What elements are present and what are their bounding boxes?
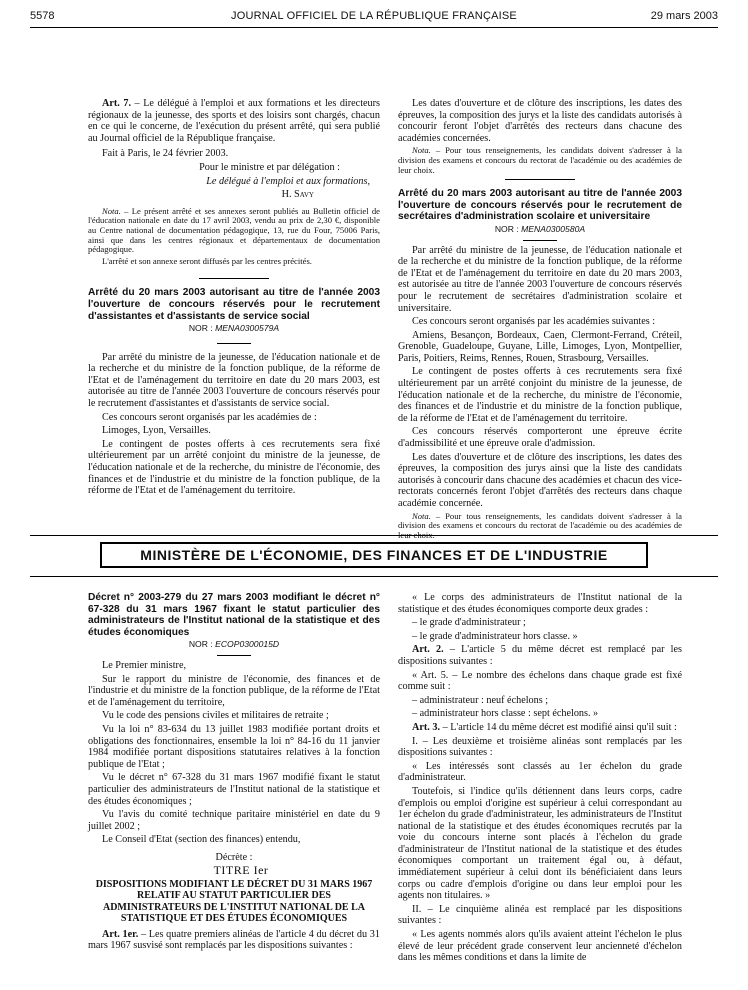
journal-title: JOURNAL OFFICIEL DE LA RÉPUBLIQUE FRANÇAISE xyxy=(231,10,517,22)
signature-line-2: Le délégué à l'emploi et aux formations, xyxy=(206,175,370,187)
decret-title: Décret n° 2003-279 du 27 mars 2003 modifiant le décret n° 67-328 du 31 mars 1967 fixant le statut particulier des administrateurs de l'Institut national de la statistique et des études économiques xyxy=(88,592,380,638)
separator xyxy=(217,655,251,656)
decret-p1: Le Premier ministre, xyxy=(102,659,187,671)
decret-p2: Sur le rapport du ministre de l'économie, des finances et de l'industrie et du ministre de la fonction publique, de la réforme de l'Etat et de l'aménagement du territoire, xyxy=(88,673,380,708)
decret-nor: NOR : ECOP0300015D xyxy=(188,639,280,650)
arrete-1-title: Arrêté du 20 mars 2003 autorisant au titre de l'année 2003 l'ouverture de concours réservés pour le recrutement d'assistantes et d'assistants de service social xyxy=(88,287,380,322)
header-rule xyxy=(30,27,718,28)
separator xyxy=(523,240,557,241)
decret-p4: Vu la loi n° 83-634 du 13 juillet 1983 modifiée portant droits et obligations des fonctionnaires, ensemble la loi n° 84-16 du 11 janvier 1984 modifiée portant dispositions statutaires relatives à la fonction publique de l'Etat ; xyxy=(88,723,380,770)
arrete-1-p2: Ces concours seront organisés par les académies de : xyxy=(102,411,317,423)
arrete-2-p6: Les dates d'ouverture et de clôture des inscriptions, les dates des épreuves, la composition des jurys ainsi que la liste des candidats autorisés à concourir dans chacune des académies et chacun des vice-rectorats concernés feront l'objet d'arrêtés des recteurs dans chaque académie concernée. xyxy=(398,451,682,509)
right-top-p1: Les dates d'ouverture et de clôture des inscriptions, les dates des épreuves, la composition des jurys et la liste des candidats autorisés à concourir feront l'objet d'arrêtés des recteurs dans chacune des académies concernées. xyxy=(398,98,682,144)
nota-3: Nota. – Pour tous renseignements, les candidats doivent s'adresser à la division des examens et concours du rectorat de l'académie ou des académies de leur choix. xyxy=(398,510,682,540)
decrete: Décrète : xyxy=(215,851,253,863)
left-column-top xyxy=(88,98,380,499)
nota-1-extra: L'arrêté et son annexe seront diffusés par les centres précités. xyxy=(102,255,312,266)
right-column-top xyxy=(398,98,682,542)
titre-subheading: DISPOSITIONS MODIFIANT LE DÉCRET DU 31 MARS 1967 RELATIF AU STATUT PARTICULIER DES ADMINISTRATEURS DE L'INSTITUT NATIONAL DE LA STATISTIQUE ET DES ÉTUDES ÉCONOMIQUES xyxy=(95,879,373,925)
arrete-2-p3: Amiens, Besançon, Bordeaux, Caen, Clermont-Ferrand, Créteil, Grenoble, Guadeloupe, Guyane, Lille, Limoges, Lyon, Montpellier, Paris, Poitiers, Reims, Rennes, Rouen, Strasbourg, Versailles. xyxy=(398,329,682,364)
signature-line-1: Pour le ministre et par délégation : xyxy=(199,161,340,173)
decret-p5: Vu le décret n° 67-328 du 31 mars 1967 modifié fixant le statut particulier des administrateurs de l'Institut national de la statistique et des études économiques ; xyxy=(88,772,380,807)
separator xyxy=(199,278,269,279)
article-3: Art. 3. – L'article 14 du même décret est modifié ainsi qu'il suit : xyxy=(412,721,677,733)
page-header xyxy=(30,10,718,28)
item-i: I. – Les deuxième et troisième alinéas sont remplacés par les dispositions suivantes : xyxy=(398,735,682,759)
decret-p7: Le Conseil d'Etat (section des finances) entendu, xyxy=(102,834,301,846)
quote-3: – le grade d'administrateur hors classe. » xyxy=(412,630,578,642)
quote-8: Toutefois, si l'indice qu'ils détiennent dans leurs corps, cadre d'emplois ou emploi d'origine est supérieur à celui correspondant au 1er échelon du grade d'administrateur, les administrateurs de l'Institut national de la statistique et des études économiques recrutés par la voie du concours interne sont placés à l'échelon du grade d'administrateur de l'Institut national de la statistique et des études économiques comportant un traitement égal ou, à défaut, immédiatement supérieur à celui dont ils bénéficiaient dans leurs corps ou cadre d'emplois d'origine ou dans leur emploi pour les agents non titulaires. » xyxy=(398,785,682,902)
quote-6: – administrateur hors classe : sept échelons. » xyxy=(412,708,599,720)
fait-a-paris: Fait à Paris, le 24 février 2003. xyxy=(102,148,229,160)
ministry-banner: MINISTÈRE DE L'ÉCONOMIE, DES FINANCES ET DE L'INDUSTRIE xyxy=(100,542,648,568)
arrete-2-nor: NOR : MENA0300580A xyxy=(494,223,586,234)
signature-name: H. Savy xyxy=(281,189,314,201)
article-7: Art. 7. – Le délégué à l'emploi et aux formations et les directeurs régionaux de la jeunesse, des sports et des loisirs sont chargés, chacun en ce qui le concerne, de l'exécution du présent arrêté, qui sera publié au Journal officiel de la République française. xyxy=(88,98,381,144)
nota-1: Nota. – Le présent arrêté et ses annexes seront publiés au Bulletin officiel de l'éducation nationale en date du 17 avril 2003, vendu au prix de 2,30 €, disponible au Centre national de documentation pédagogique, 13, rue du Four, 75006 Paris, ainsi que dans les centres régionaux et départementaux de documentation pédagogique. xyxy=(88,205,380,255)
quote-4: « Art. 5. – Le nombre des échelons dans chaque grade est fixé comme suit : xyxy=(398,669,682,693)
titre-heading: TITRE Ier xyxy=(213,863,269,878)
right-column-bottom xyxy=(398,592,682,966)
arrete-2-p1: Par arrêté du ministre de la jeunesse, de l'éducation nationale et de la recherche et du ministre de la fonction publique, de la réforme de l'Etat et de l'aménagement du territoire en date du 20 mars 2003, est autorisée au titre de l'année 2003 l'ouverture de concours réservés pour le recrutement de secrétaires d'administration scolaire et universitaire. xyxy=(398,244,682,314)
quote-2: – le grade d'administrateur ; xyxy=(412,617,526,629)
arrete-2-p4: Le contingent de postes offerts à ces recrutements sera fixé ultérieurement par un arrêté conjoint du ministre de la jeunesse, de l'éducation nationale et de la recherche, du ministre de l'économie, des finances et de l'industrie et du ministre de la fonction publique, de la réforme de l'Etat et de l'aménagement du territoire. xyxy=(398,366,682,424)
arrete-1-p4: Le contingent de postes offerts à ces recrutements sera fixé ultérieurement par un arrêté conjoint du ministre de la jeunesse, de l'éducation nationale et de la recherche, du ministre de l'économie, des finances et de l'industrie et du ministre de la fonction publique, de la réforme de l'Etat et de l'aménagement du territoire. xyxy=(88,438,380,497)
ministry-rule-top xyxy=(30,535,718,536)
article-2: Art. 2. – L'article 5 du même décret est remplacé par les dispositions suivantes : xyxy=(398,644,682,667)
separator xyxy=(505,179,575,180)
ministry-rule-bottom xyxy=(30,576,718,577)
arrete-2-p5: Ces concours réservés comporteront une épreuve écrite d'admissibilité et une épreuve orale d'admission. xyxy=(398,426,682,450)
quote-9: « Les agents nommés alors qu'ils avaient atteint l'échelon le plus élevé de leur précédent grade conservent leur ancienneté d'échelon dans les mêmes conditions et dans la limite de xyxy=(398,929,682,964)
arrete-2-p2: Ces concours seront organisés par les académies suivantes : xyxy=(412,316,656,328)
arrete-1-nor: NOR : MENA0300579A xyxy=(188,323,280,334)
quote-5: – administrateur : neuf échelons ; xyxy=(412,694,549,706)
decret-p3: Vu le code des pensions civiles et militaires de retraite ; xyxy=(102,710,329,722)
arrete-1-p3: Limoges, Lyon, Versailles. xyxy=(102,425,211,437)
quote-7: « Les intéressés sont classés au 1er échelon du grade d'administrateur. xyxy=(398,760,682,784)
quote-1: « Le corps des administrateurs de l'Institut national de la statistique et des études économiques comporte deux grades : xyxy=(398,592,682,615)
article-1: Art. 1er. – Les quatre premiers alinéas de l'article 4 du décret du 31 mars 1967 susvisé sont remplacés par les dispositions suivantes : xyxy=(88,928,380,952)
nota-2: Nota. – Pour tous renseignements, les candidats doivent s'adresser à la division des examens et concours du rectorat de l'académie ou des académies de leur choix. xyxy=(398,145,682,175)
page-number: 5578 xyxy=(30,10,55,22)
arrete-2-title: Arrêté du 20 mars 2003 autorisant au titre de l'année 2003 l'ouverture de concours réservés pour le recrutement de secrétaires d'administration scolaire et universitaire xyxy=(398,188,682,223)
left-column-bottom xyxy=(88,592,380,954)
separator xyxy=(217,343,251,344)
decret-p6: Vu l'avis du comité technique paritaire ministériel en date du 9 juillet 2002 ; xyxy=(88,809,380,832)
issue-date: 29 mars 2003 xyxy=(650,10,718,22)
item-ii: II. – Le cinquième alinéa est remplacé par les dispositions suivantes : xyxy=(398,903,682,927)
arrete-1-p1: Par arrêté du ministre de la jeunesse, de l'éducation nationale et de la recherche et du ministre de la fonction publique, de la réforme de l'Etat et de l'aménagement du territoire en date du 20 mars 2003, est autorisée au titre de l'année 2003 l'ouverture de concours réservés pour le recrutement d'assistantes et d'assistants de service social. xyxy=(88,351,380,410)
